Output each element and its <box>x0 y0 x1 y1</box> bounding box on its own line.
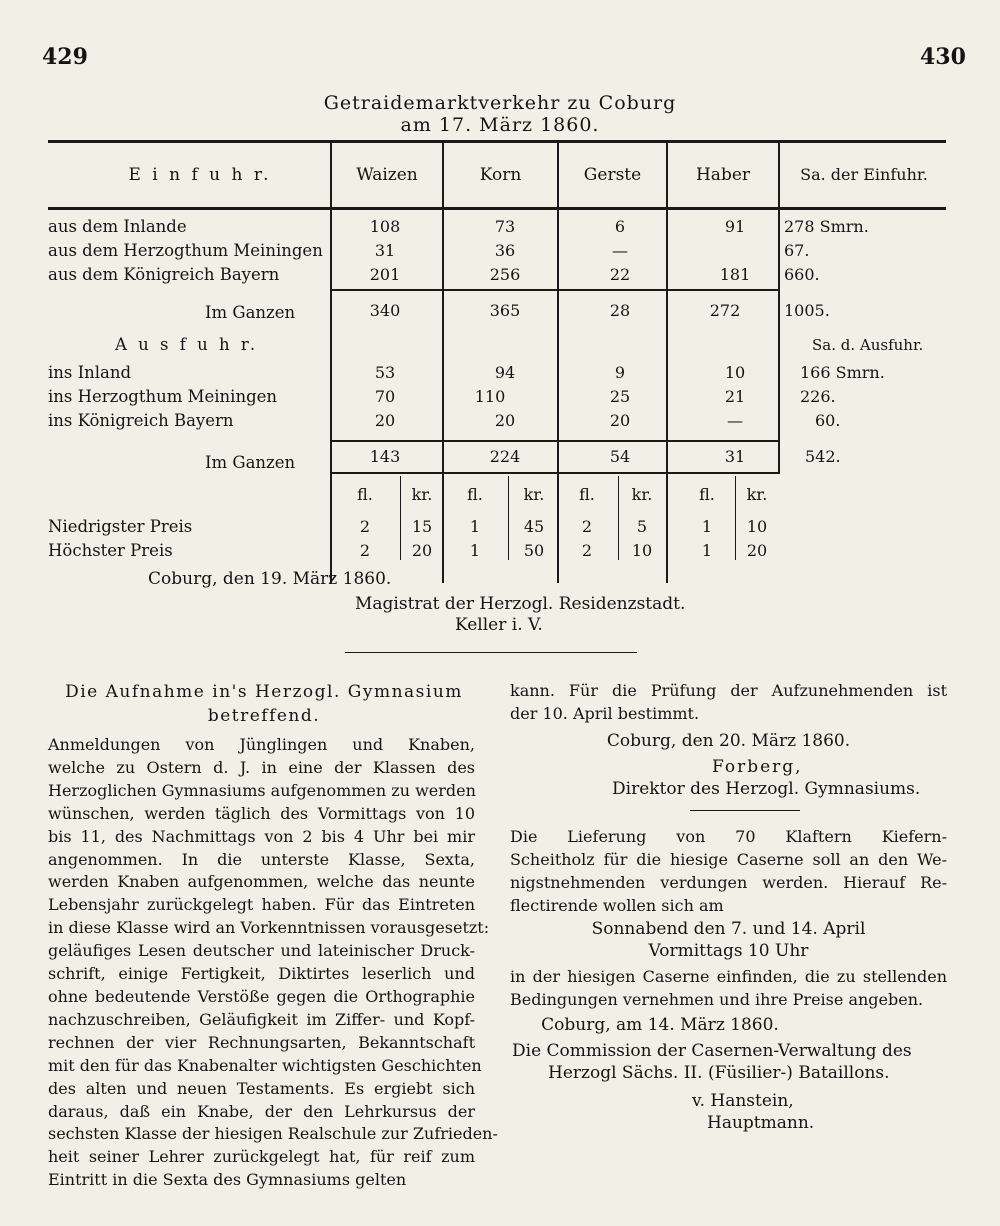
text-line: schrift, einige Fertigkeit, Diktirtes leserlich und <box>48 964 475 984</box>
cell-gerste: 25 <box>609 387 631 406</box>
text-line: sechsten Klasse der hiesigen Realschule zur Zufrieden- <box>48 1124 498 1144</box>
header-sum-ausfuhr: Sa. d. Ausfuhr. <box>812 336 924 354</box>
cell-korn: 256 <box>489 265 521 284</box>
gymnasium-heading-sub: betreffend. <box>207 706 321 726</box>
row-label: ins Herzogthum Meiningen <box>48 387 278 406</box>
text-line: Bedingungen vernehmen und ihre Preise angeben. <box>510 989 924 1009</box>
text-line: kann. Für die Prüfung der Aufzunehmenden ist <box>510 681 947 700</box>
market-place-date: Coburg, den 19. März 1860. <box>148 569 392 589</box>
cell-haber: — <box>727 411 743 430</box>
price-cell: 1 <box>701 541 713 560</box>
cell-weizen: 53 <box>374 363 396 382</box>
price-cell: 2 <box>581 517 593 536</box>
cell-weizen: 31 <box>374 241 396 260</box>
text-line: rechnen der vier Rechnungsarten, Bekanntschaft <box>48 1032 475 1052</box>
column-divider <box>778 143 780 473</box>
page-number-left: 429 <box>42 44 88 70</box>
price-cell: 2 <box>359 541 371 560</box>
total-rule <box>330 440 780 442</box>
row-label: aus dem Königreich Bayern <box>48 265 280 284</box>
total-label: Im Ganzen <box>205 303 296 322</box>
header-weizen: Waizen <box>356 165 418 185</box>
text-line: daraus, daß ein Knabe, der den Lehrkursus der <box>48 1101 475 1121</box>
header-ausfuhr: A u s f u h r. <box>115 335 259 354</box>
total-rule <box>330 289 780 291</box>
header-korn: Korn <box>479 165 522 185</box>
total-haber: 31 <box>724 447 746 466</box>
cell-gerste: 20 <box>609 411 631 430</box>
section-separator <box>345 652 637 653</box>
total-sum: 1005. <box>784 301 830 320</box>
total-weizen: 340 <box>369 301 401 320</box>
price-cell: 10 <box>746 517 768 536</box>
cell-gerste: 22 <box>609 265 631 284</box>
text-line: Die Lieferung von 70 Klaftern Kiefern- <box>510 827 947 846</box>
price-subdivider <box>735 476 736 560</box>
column-divider <box>666 143 668 583</box>
total-haber: 272 <box>709 301 741 320</box>
cell-korn: 110 <box>474 387 506 406</box>
total-weizen: 143 <box>369 447 401 466</box>
cell-weizen: 70 <box>374 387 396 406</box>
price-cell: 5 <box>636 517 648 536</box>
cell-gerste: — <box>612 241 628 260</box>
cell-sum: 278 Smrn. <box>784 217 869 236</box>
cell-weizen: 201 <box>369 265 401 284</box>
cell-korn: 73 <box>494 217 516 236</box>
unit-fl: fl. <box>357 485 373 504</box>
text-line: Anmeldungen von Jünglingen und Knaben, <box>48 735 475 754</box>
unit-fl: fl. <box>699 485 715 504</box>
text-line: des alten und neuen Testaments. Es ergiebt sich <box>48 1078 475 1098</box>
cell-korn: 94 <box>494 363 516 382</box>
text-line: Eintritt in die Sexta des Gymnasiums gelten <box>48 1170 407 1190</box>
text-line: nigstnehmenden verdungen werden. Hierauf Re- <box>510 872 947 892</box>
price-cell: 1 <box>469 541 481 560</box>
text-line: werden Knaben aufgenommen, welche das neunte <box>48 872 475 892</box>
table-header-rule <box>48 207 946 210</box>
price-subdivider <box>618 476 619 560</box>
gymnasium-body <box>48 734 498 1192</box>
wood-signer: v. Hanstein, <box>692 1091 794 1111</box>
total-korn: 365 <box>489 301 521 320</box>
header-sum-einfuhr: Sa. der Einfuhr. <box>800 165 928 184</box>
gymnasium-heading: Die Aufnahme in's Herzogl. Gymnasium <box>65 682 463 702</box>
cell-haber: 10 <box>724 363 746 382</box>
total-rule <box>330 472 780 474</box>
price-label: Niedrigster Preis <box>48 517 193 536</box>
price-cell: 15 <box>411 517 433 536</box>
text-line: heit seiner Lehrer zurückgelegt hat, für reif zum <box>48 1147 475 1167</box>
cell-gerste: 6 <box>614 217 626 236</box>
price-cell: 2 <box>359 517 371 536</box>
total-korn: 224 <box>489 447 521 466</box>
column-divider <box>330 143 332 583</box>
total-sum: 542. <box>805 447 841 466</box>
price-label: Höchster Preis <box>48 541 173 560</box>
text-line: Scheitholz für die hiesige Caserne soll an den We- <box>510 849 947 869</box>
cell-weizen: 108 <box>369 217 401 236</box>
price-cell: 20 <box>411 541 433 560</box>
wood-body <box>510 826 947 918</box>
market-signature: Magistrat der Herzogl. Residenzstadt. <box>355 594 686 614</box>
text-line: welche zu Ostern d. J. in eine der Klassen des <box>48 757 475 777</box>
market-title: Getraidemarktverkehr zu Coburg <box>323 92 677 114</box>
cell-haber: 21 <box>724 387 746 406</box>
header-haber: Haber <box>695 165 751 185</box>
text-line: angenommen. In die unterste Klasse, Sexta, <box>48 849 475 869</box>
text-line: nachzuschreiben, Geläufigkeit im Ziffer- und Kopf- <box>48 1009 475 1029</box>
text-line: mit den für das Knabenalter wichtigsten Geschichten <box>48 1055 482 1075</box>
price-subdivider <box>400 476 401 560</box>
text-line: ohne bedeutende Verstöße gegen die Orthographie <box>48 986 475 1006</box>
unit-fl: fl. <box>579 485 595 504</box>
gymnasium-body-continuation <box>510 680 947 726</box>
row-label: aus dem Inlande <box>48 217 187 236</box>
text-line: in der hiesigen Caserne einfinden, die zu stellenden <box>510 967 947 986</box>
price-cell: 20 <box>746 541 768 560</box>
wood-signer-title: Hauptmann. <box>707 1113 815 1133</box>
cell-sum: 226. <box>800 387 836 406</box>
unit-fl: fl. <box>467 485 483 504</box>
total-gerste: 28 <box>609 301 631 320</box>
unit-kr: kr. <box>523 485 545 504</box>
cell-weizen: 20 <box>374 411 396 430</box>
cell-sum: 67. <box>784 241 810 260</box>
text-line: in diese Klasse wird an Vorkenntnissen vorausgesetzt: <box>48 918 490 938</box>
cell-sum: 166 Smrn. <box>800 363 885 382</box>
cell-korn: 36 <box>494 241 516 260</box>
unit-kr: kr. <box>411 485 433 504</box>
text-line: flectirende wollen sich am <box>510 895 724 915</box>
wood-body-2 <box>510 966 947 1012</box>
price-cell: 50 <box>523 541 545 560</box>
cell-sum: 60. <box>815 411 841 430</box>
page-number-right: 430 <box>920 44 966 70</box>
price-cell: 2 <box>581 541 593 560</box>
text-line: bis 11, des Nachmittags von 2 bis 4 Uhr bei mir <box>48 826 475 846</box>
row-label: ins Königreich Bayern <box>48 411 234 430</box>
unit-kr: kr. <box>631 485 653 504</box>
price-cell: 1 <box>701 517 713 536</box>
price-cell: 45 <box>523 517 545 536</box>
text-line: Lebensjahr zurückgelegt haben. Für das Eintreten <box>48 895 475 915</box>
notice-separator <box>690 810 800 811</box>
market-date: am 17. März 1860. <box>400 114 600 136</box>
gymnasium-place-date: Coburg, den 20. März 1860. <box>606 731 851 751</box>
wood-commission: Die Commission der Casernen-Verwaltung des <box>512 1041 912 1061</box>
cell-sum: 660. <box>784 265 820 284</box>
text-line: der 10. April bestimmt. <box>510 703 700 723</box>
column-divider <box>442 143 444 583</box>
cell-haber: 91 <box>724 217 746 236</box>
table-top-rule <box>48 140 946 143</box>
wood-date-line2: Vormittags 10 Uhr <box>648 941 809 961</box>
cell-gerste: 9 <box>614 363 626 382</box>
price-cell: 1 <box>469 517 481 536</box>
row-label: ins Inland <box>48 363 132 382</box>
header-einfuhr: E i n f u h r. <box>128 165 272 185</box>
unit-kr: kr. <box>746 485 768 504</box>
market-signer: Keller i. V. <box>455 615 543 635</box>
text-line: Herzoglichen Gymnasiums aufgenommen zu werden <box>48 780 476 800</box>
row-label: aus dem Herzogthum Meiningen <box>48 241 323 260</box>
price-subdivider <box>508 476 509 560</box>
total-gerste: 54 <box>609 447 631 466</box>
header-gerste: Gerste <box>583 165 642 185</box>
cell-haber: 181 <box>719 265 751 284</box>
gymnasium-signer-title: Direktor des Herzogl. Gymnasiums. <box>612 779 921 799</box>
wood-commission-2: Herzogl Sächs. II. (Füsilier-) Bataillons. <box>548 1063 890 1083</box>
column-divider <box>557 143 559 583</box>
cell-korn: 20 <box>494 411 516 430</box>
text-line: geläufiges Lesen deutscher und lateinischer Druck- <box>48 941 475 961</box>
text-line: wünschen, werden täglich des Vormittags von 10 <box>48 803 475 823</box>
wood-place-date: Coburg, am 14. März 1860. <box>541 1015 779 1035</box>
wood-date-line1: Sonnabend den 7. und 14. April <box>591 919 866 939</box>
gymnasium-signer: Forberg, <box>712 757 803 777</box>
total-label: Im Ganzen <box>205 453 296 472</box>
price-cell: 10 <box>631 541 653 560</box>
